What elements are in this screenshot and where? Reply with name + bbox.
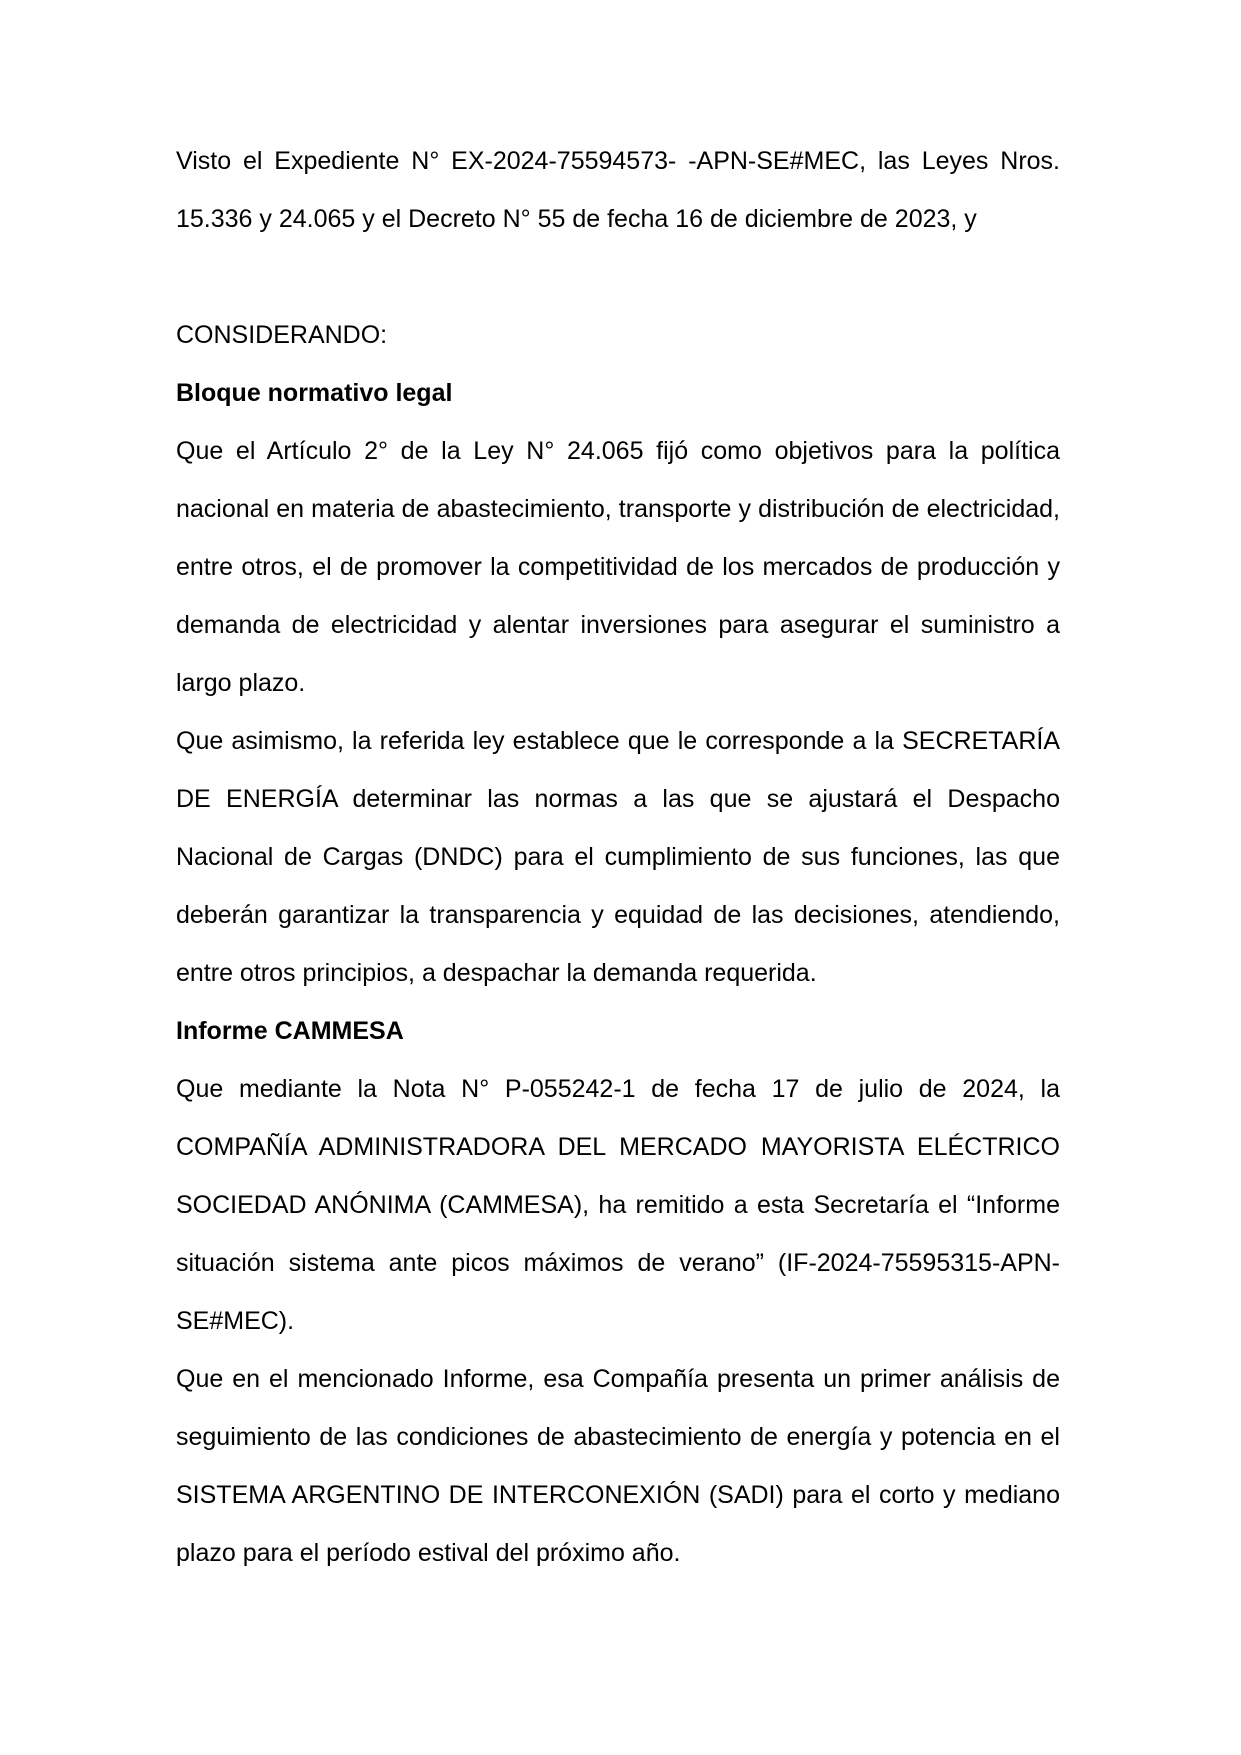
heading-informe-cammesa: Informe CAMMESA (176, 1017, 404, 1045)
paragraph-analisis-sadi: Que en el mencionado Informe, esa Compañía presenta un primer análisis de seguimiento de las condiciones de abastecimiento de energía y potencia en el SISTEMA ARGENTINO DE INTERCONEXIÓN (SADI) para el corto y mediano plazo para el período estival del próximo año. (176, 1365, 1060, 1567)
paragraph-ley-24065-objetivos: Que el Artículo 2° de la Ley N° 24.065 fijó como objetivos para la política nacional en materia de abastecimiento, transporte y distribución de electricidad, entre otros, el de promover la competitividad de los mercados de producción y demanda de electricidad y alentar inversiones para asegurar el suministro a largo plazo. (176, 437, 1060, 697)
considerando-label: CONSIDERANDO: (176, 321, 388, 349)
visto-paragraph: Visto el Expediente N° EX-2024-75594573- -APN-SE#MEC, las Leyes Nros. 15.336 y 24.065 y el Decreto N° 55 de fecha 16 de diciembre de 2023, y (176, 147, 1060, 233)
paragraph-nota-cammesa: Que mediante la Nota N° P-055242-1 de fecha 17 de julio de 2024, la COMPAÑÍA ADMINISTRADORA DEL MERCADO MAYORISTA ELÉCTRICO SOCIEDAD ANÓNIMA (CAMMESA), ha remitido a esta Secretaría el “Informe situación sistema ante picos máximos de verano” (IF-2024-75595315-APN-SE#MEC). (176, 1075, 1060, 1335)
heading-bloque-normativo-legal: Bloque normativo legal (176, 379, 453, 407)
paragraph-secretaria-energia-dndc: Que asimismo, la referida ley establece que le corresponde a la SECRETARÍA DE ENERGÍA determinar las normas a las que se ajustará el Despacho Nacional de Cargas (DNDC) para el cumplimiento de sus funciones, las que deberán garantizar la transparencia y equidad de las decisiones, atendiendo, entre otros principios, a despachar la demanda requerida. (176, 727, 1060, 987)
